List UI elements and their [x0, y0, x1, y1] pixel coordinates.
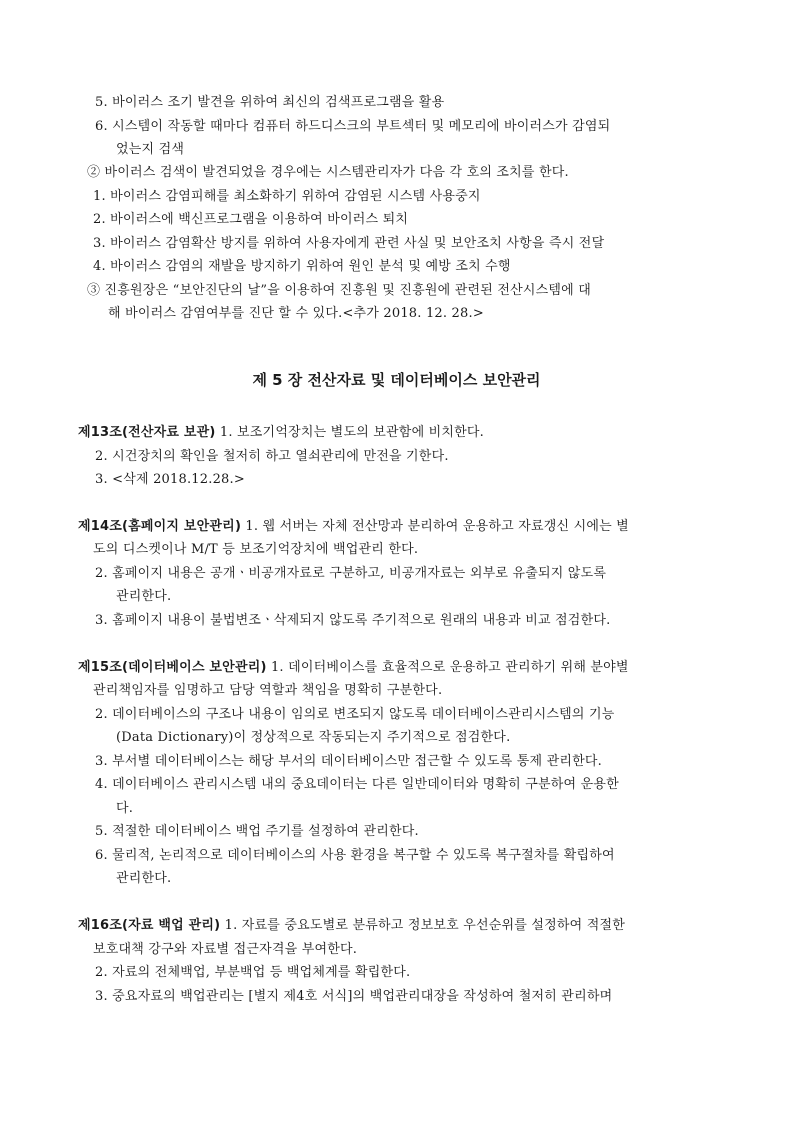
- text-line: 4. 바이러스 감염의 재발을 방지하기 위하여 원인 분석 및 예방 조치 수행: [93, 259, 511, 274]
- article-16-title: 제16조(자료 백업 관리): [78, 918, 221, 933]
- text-line: 3. 부서별 데이터베이스는 해당 부서의 데이터베이스만 접근할 수 있도록 통제 관리한다.: [95, 754, 602, 769]
- text-line: 해 바이러스 감염여부를 진단 할 수 있다.<추가 2018. 12. 28.>: [108, 306, 484, 321]
- text-line: 보호대책 강구와 자료별 접근자격을 부여한다.: [93, 942, 358, 957]
- text-line: 3. 홈페이지 내용이 불법변조ㆍ삭제되지 않도록 주기적으로 원래의 내용과 비교 점검한다.: [95, 613, 611, 628]
- article-15-title: 제15조(데이터베이스 보안관리): [78, 660, 267, 675]
- text-line: 2. 홈페이지 내용은 공개ㆍ비공개자료로 구분하고, 비공개자료는 외부로 유출되지 않도록: [95, 566, 607, 581]
- article-13-title: 제13조(전산자료 보관): [78, 425, 216, 440]
- text-line: 5. 적절한 데이터베이스 백업 주기를 설정하여 관리한다.: [95, 824, 419, 839]
- text-line: 관리한다.: [116, 871, 172, 886]
- article-15-text: 1. 데이터베이스를 효율적으로 운용하고 관리하기 위해 분야별: [266, 660, 629, 675]
- text-line: 6. 물리적, 논리적으로 데이터베이스의 사용 환경을 복구할 수 있도록 복구절차를 확립하여: [95, 848, 615, 863]
- article-14-line: [78, 518, 629, 536]
- text-line: 관리책임자를 임명하고 담당 역할과 책임을 명확히 구분한다.: [93, 683, 443, 698]
- text-line: 4. 데이터베이스 관리시스템 내의 중요데이터는 다른 일반데이터와 명확히 구분하여 운용한: [95, 777, 619, 792]
- text-line: 5. 바이러스 조기 발견을 위하여 최신의 검색프로그램을 활용: [95, 95, 445, 110]
- article-14-text: 1. 웹 서버는 자체 전산망과 분리하여 운용하고 자료갱신 시에는 별: [241, 519, 629, 534]
- text-line: 6. 시스템이 작동할 때마다 컴퓨터 하드디스크의 부트섹터 및 메모리에 바이러스가 감염되: [95, 119, 611, 134]
- text-line: 3. <삭제 2018.12.28.>: [95, 472, 245, 487]
- article-14-title: 제14조(홈페이지 보안관리): [78, 519, 242, 534]
- article-13-text: 1. 보조기억장치는 별도의 보관함에 비치한다.: [215, 425, 485, 440]
- text-line: 2. 데이터베이스의 구조나 내용이 임의로 변조되지 않도록 데이터베이스관리시스템의 기능: [95, 707, 615, 722]
- text-line: 2. 시건장치의 확인을 철저히 하고 열쇠관리에 만전을 기한다.: [95, 449, 449, 464]
- text-line: 3. 중요자료의 백업관리는 [별지 제4호 서식]의 백업관리대장을 작성하여 철저히 관리하며: [95, 989, 613, 1004]
- chapter-heading: 제 5 장 전산자료 및 데이터베이스 보안관리: [252, 371, 541, 389]
- text-line: ③ 진흥원장은 “보안진단의 날”을 이용하여 진흥원 및 진흥원에 관련된 전산시스템에 대: [87, 283, 591, 298]
- text-line: (Data Dictionary)이 정상적으로 작동되는지 주기적으로 점검한다.: [116, 730, 511, 745]
- text-line: 관리한다.: [116, 589, 172, 604]
- text-line: 었는지 검색: [116, 142, 185, 157]
- article-16-line: [78, 917, 625, 935]
- text-line: 3. 바이러스 감염확산 방지를 위하여 사용자에게 관련 사실 및 보안조치 사항을 즉시 전달: [93, 236, 605, 251]
- text-line: 1. 바이러스 감염피해를 최소화하기 위하여 감염된 시스템 사용중지: [93, 189, 481, 204]
- article-15-line: [78, 659, 629, 677]
- text-line: 2. 바이러스에 백신프로그램을 이용하여 바이러스 퇴치: [93, 212, 409, 227]
- text-line: 다.: [116, 801, 134, 816]
- text-line: 2. 자료의 전체백업, 부분백업 등 백업체계를 확립한다.: [95, 965, 411, 980]
- article-13-line: [78, 424, 484, 442]
- text-line: 도의 디스켓이나 M/T 등 보조기억장치에 백업관리 한다.: [93, 542, 419, 557]
- article-16-text: 1. 자료를 중요도별로 분류하고 정보보호 우선순위를 설정하여 적절한: [220, 918, 625, 933]
- text-line: ② 바이러스 검색이 발견되었을 경우에는 시스템관리자가 다음 각 호의 조치를 한다.: [87, 165, 569, 180]
